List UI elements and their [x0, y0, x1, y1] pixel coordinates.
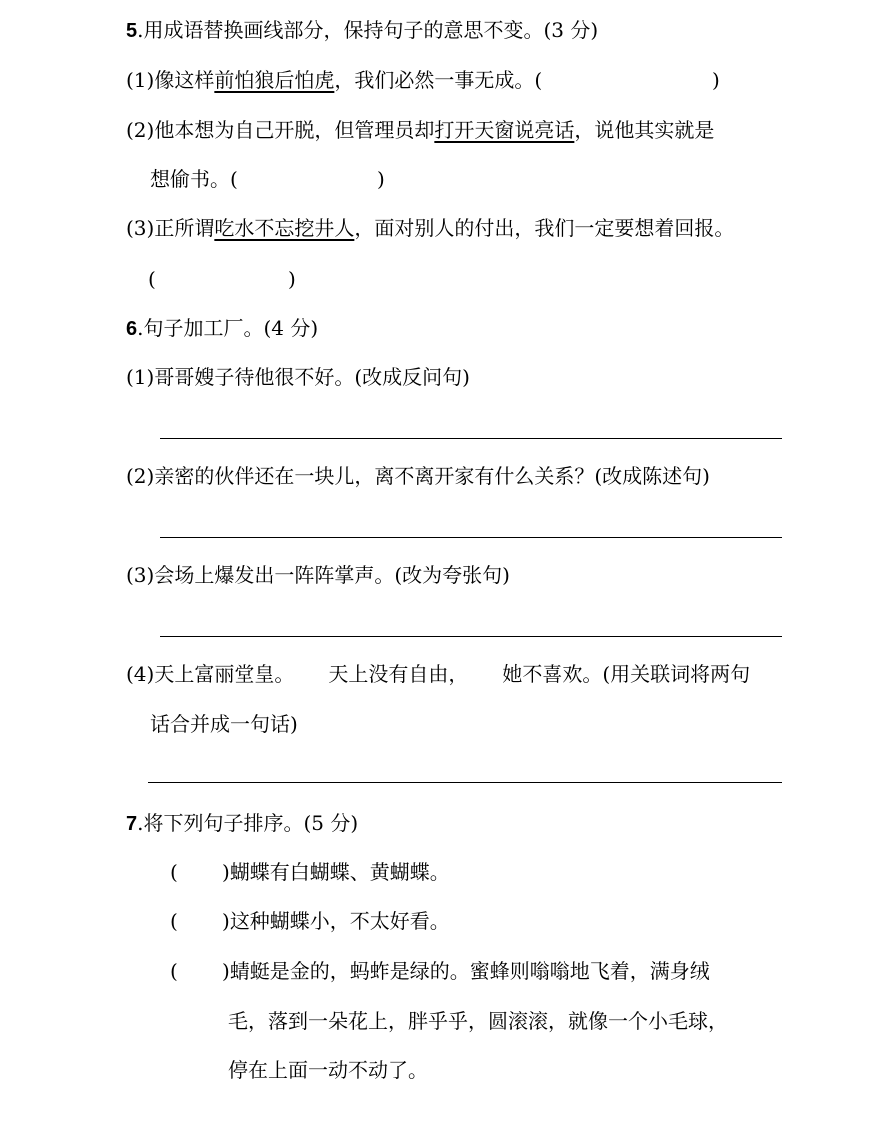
q7-title	[126, 808, 358, 838]
q6-sentence-3: (3)会场上爆发出一阵阵掌声。(改为夸张句)	[126, 563, 510, 587]
q7-item-1-open: (	[170, 860, 178, 884]
q6-title-text: .句子加工厂。(4 分)	[137, 316, 319, 340]
q7-item-3-cont-1: 毛，落到一朵花上，胖乎乎，圆滚滚，就像一个小毛球，	[228, 1009, 728, 1033]
q7-item-1	[222, 857, 450, 887]
q5-sentence-3	[126, 213, 734, 243]
q7-item-1-close: )	[222, 860, 230, 884]
q5-s2-answer-close: )	[377, 167, 385, 191]
q5-sentence-2	[126, 115, 714, 145]
q5-s3-underlined: 吃水不忘挖井人	[214, 216, 355, 240]
q7-item-2-close: )	[222, 909, 230, 933]
q5-s1-post: ，我们必然一事无成。(	[334, 68, 543, 92]
q6-sentence-2: (2)亲密的伙伴还在一块儿，离不离开家有什么关系？(改成陈述句)	[126, 464, 710, 488]
q6-s3-answer-line[interactable]	[160, 636, 782, 637]
q5-s2-line2: 想偷书。(	[150, 167, 238, 191]
q7-number: 7	[126, 813, 138, 835]
q6-s4-answer-line[interactable]	[148, 782, 782, 783]
q7-item-2	[222, 906, 450, 936]
q7-title-text: .将下列句子排序。(5 分)	[137, 811, 359, 835]
q5-s2-underlined: 打开天窗说亮话	[434, 118, 575, 142]
q5-s2-post: ，说他其实就是	[574, 118, 715, 142]
q5-title	[126, 15, 598, 45]
q7-item-3-cont-2: 停在上面一动不动了。	[228, 1058, 428, 1082]
q5-title-text: .用成语替换画线部分，保持句子的意思不变。(3 分)	[137, 18, 599, 42]
q7-item-2-open: (	[170, 909, 178, 933]
q6-s4-part-c: 她不喜欢。(用关联词将两句	[502, 662, 751, 686]
q5-s3-answer-close: )	[288, 267, 296, 291]
q6-sentence-4	[126, 659, 750, 689]
q6-sentence-1: (1)哥哥嫂子待他很不好。(改成反问句)	[126, 365, 470, 389]
q7-item-3	[222, 956, 710, 986]
q6-s4-part-b: 天上没有自由，	[328, 662, 469, 686]
q5-s2-pre: (2)他本想为自己开脱，但管理员却	[126, 118, 435, 142]
q5-s1-pre: (1)像这样	[126, 68, 215, 92]
q6-number: 6	[126, 318, 138, 340]
q6-title	[126, 313, 318, 343]
q6-s4-line2: 话合并成一句话)	[150, 712, 298, 736]
q5-s1-underlined: 前怕狼后怕虎	[214, 68, 335, 92]
q5-s3-post: ，面对别人的付出，我们一定要想着回报。	[354, 216, 735, 240]
q5-number: 5	[126, 20, 138, 42]
q6-s2-answer-line[interactable]	[160, 537, 782, 538]
q5-s1-answer-close: )	[712, 68, 720, 92]
q7-item-3-open: (	[170, 959, 178, 983]
q6-s4-part-a: (4)天上富丽堂皇。	[126, 662, 295, 686]
q5-s3-pre: (3)正所谓	[126, 216, 215, 240]
q7-item-1-text: 蝴蝶有白蝴蝶、黄蝴蝶。	[229, 860, 450, 884]
q7-item-3-close: )	[222, 959, 230, 983]
q5-s3-answer-open: (	[148, 267, 156, 291]
q7-item-2-text: 这种蝴蝶小，不太好看。	[229, 909, 450, 933]
q5-sentence-1	[126, 65, 542, 95]
q7-item-3-text: 蜻蜓是金的，蚂蚱是绿的。蜜蜂则嗡嗡地飞着，满身绒	[229, 959, 710, 983]
q6-s1-answer-line[interactable]	[160, 438, 782, 439]
